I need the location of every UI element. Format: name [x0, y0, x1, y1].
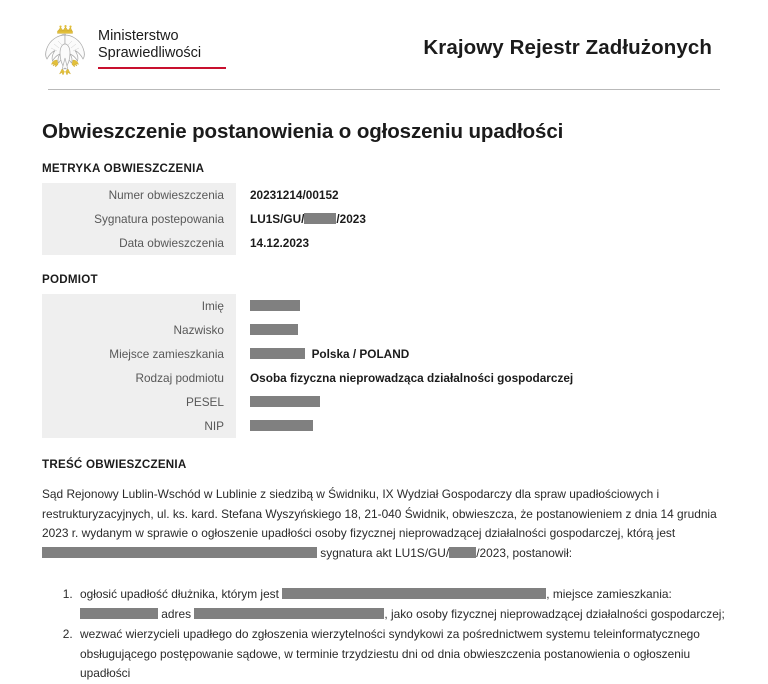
- section-heading-metryka: METRYKA OBWIESZCZENIA: [42, 162, 205, 175]
- list-item-2-text: wezwać wierzycieli upadłego do zgłoszenia wierzytelności syndykowi za pośrednictwem systemu teleinformatycznego obsługującego postępowanie sądowe, w terminie trzydziestu dni od dnia obwieszczenia postanowienia o ogłoszeniu upadłości: [80, 627, 700, 680]
- ministry-wordmark: [98, 22, 226, 69]
- redaction-bar-debtor-name: [42, 547, 210, 558]
- header-divider: [48, 89, 720, 90]
- ministry-brand: [38, 22, 226, 80]
- metryka-table: [42, 183, 728, 255]
- field-label-nazwisko: Nazwisko: [42, 318, 236, 342]
- field-value-miejsce-zamieszkania: [236, 342, 728, 366]
- page-title: Obwieszczenie postanowienia o ogłoszeniu upadłości: [42, 120, 564, 143]
- field-value-pesel: [236, 390, 728, 414]
- announcement-list: [42, 585, 728, 684]
- field-value-nazwisko: [236, 318, 728, 342]
- app-title: Krajowy Rejestr Zadłużonych: [423, 36, 712, 59]
- table-row: [42, 390, 728, 414]
- section-heading-podmiot: PODMIOT: [42, 273, 98, 286]
- field-label-rodzaj-podmiotu: Rodzaj podmiotu: [42, 366, 236, 390]
- table-row: [42, 318, 728, 342]
- table-row: [42, 183, 728, 207]
- list-item: [76, 585, 728, 624]
- field-label-numer-obwieszczenia: Numer obwieszczenia: [42, 183, 236, 207]
- document-body: [0, 120, 768, 684]
- page-header: [0, 0, 768, 92]
- table-row: [42, 342, 728, 366]
- section-heading-tresc: TREŚĆ OBWIESZCZENIA: [42, 458, 187, 471]
- redaction-bar-address: [194, 608, 384, 619]
- paragraph-text-part-1: Sąd Rejonowy Lublin-Wschód w Lublinie z siedzibą w Świdniku, IX Wydział Gospodarczy dla spraw upadłościowych i restrukturyzacyjnych, ul. ks. kard. Stefana Wyszyńskiego 18, 21-040 Świdnik, obwieszcza, że postanowieniem z dnia 14 grudnia 2023 r. wydanym w sprawie o ogłoszenie upadłości osoby fizycznej nieprowadzącej działalności gospodarczej, którą jest: [42, 487, 717, 540]
- list-item-1-part-3: adres: [158, 606, 195, 621]
- table-row: [42, 414, 728, 438]
- sygnatura-prefix: LU1S/GU/: [250, 212, 305, 226]
- field-label-miejsce-zamieszkania: Miejsce zamieszkania: [42, 342, 236, 366]
- list-item-1-part-4: , jako osoby fizycznej nieprowadzącej działalności gospodarczej;: [384, 606, 725, 621]
- sygnatura-suffix: /2023: [336, 212, 366, 226]
- field-label-pesel: PESEL: [42, 390, 236, 414]
- podmiot-table: [42, 294, 728, 438]
- redaction-bar-residence: [80, 608, 158, 619]
- field-value-sygnatura-postepowania: [236, 207, 728, 231]
- field-value-rodzaj-podmiotu: Osoba fizyczna nieprowadząca działalności gospodarczej: [250, 371, 574, 385]
- field-value-imie: [236, 294, 728, 318]
- redaction-bar-sygnatura: [304, 213, 336, 224]
- redaction-bar-nazwisko: [250, 324, 298, 335]
- field-label-data-obwieszczenia: Data obwieszczenia: [42, 231, 236, 255]
- miejsce-zamieszkania-country: Polska / POLAND: [311, 347, 410, 361]
- field-value-numer-obwieszczenia: 20231214/00152: [250, 188, 339, 202]
- field-value-data-obwieszczenia: 14.12.2023: [250, 236, 310, 250]
- redaction-bar-case-number: [449, 547, 476, 558]
- table-row: [42, 294, 728, 318]
- table-row: [42, 207, 728, 231]
- redaction-bar-miejsce-zamieszkania: [250, 348, 305, 359]
- field-label-sygnatura-postepowania: Sygnatura postepowania: [42, 207, 236, 231]
- list-item-1-part-2: , miejsce zamieszkania:: [546, 587, 672, 601]
- redaction-bar-imie: [250, 300, 300, 311]
- field-label-nip: NIP: [42, 414, 236, 438]
- field-label-imie: Imię: [42, 294, 236, 318]
- paragraph-text-part-2: sygnatura akt LU1S/GU/: [317, 545, 450, 560]
- list-item: [76, 625, 728, 684]
- paragraph-text-part-3: /2023, postanowił:: [476, 545, 573, 560]
- brand-red-rule: [98, 67, 226, 69]
- redaction-bar-debtor-name-cont: [210, 547, 317, 558]
- field-value-nip: [236, 414, 728, 438]
- ministry-line-1: Ministerstwo: [98, 28, 179, 44]
- ministry-line-2: Sprawiedliwości: [98, 45, 202, 61]
- polish-eagle-emblem: [38, 22, 90, 80]
- table-row: [42, 366, 728, 390]
- redaction-bar-debtor: [282, 588, 546, 599]
- announcement-paragraph: [42, 485, 728, 563]
- redaction-bar-nip: [250, 420, 313, 431]
- redaction-bar-pesel: [250, 396, 320, 407]
- table-row: [42, 231, 728, 255]
- list-item-1-part-1: ogłosić upadłość dłużnika, którym jest: [80, 587, 283, 601]
